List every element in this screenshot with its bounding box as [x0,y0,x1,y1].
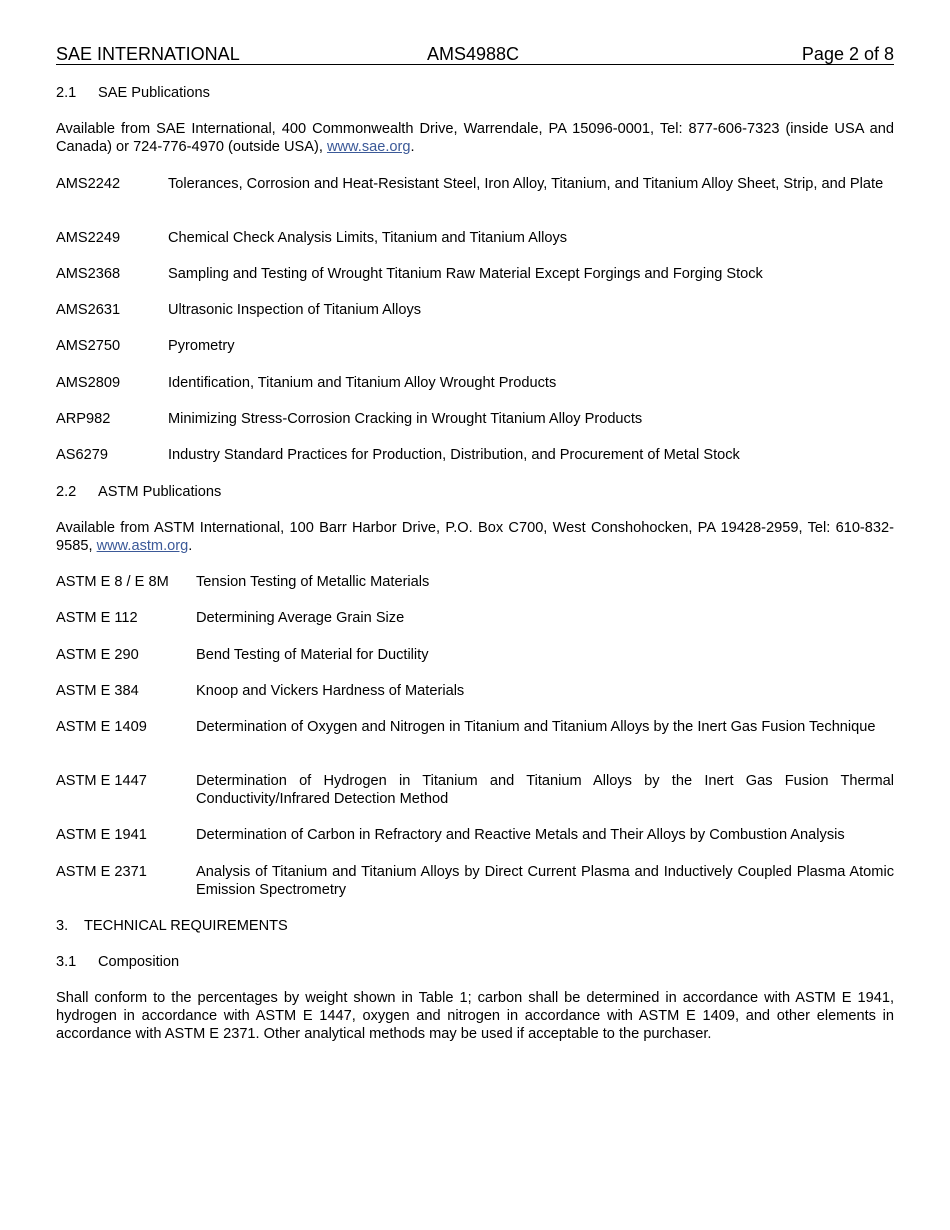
header-document-number: AMS4988C [427,44,520,64]
section-title: TECHNICAL REQUIREMENTS [84,918,288,934]
reference-title: Analysis of Titanium and Titanium Alloys by Direct Current Plasma and Inductively Coupled Plasma Atomic Emission Spectrometry [196,864,894,898]
reference-title: Bend Testing of Material for Ductility [196,647,429,663]
reference-code: ASTM E 2371 [56,864,147,880]
availability-text: Available from ASTM International, 100 Barr Harbor Drive, P.O. Box C700, West Conshohocken, PA 19428-2959, Tel: 610-832-9585, [56,520,894,554]
section-number: 3. [56,918,69,934]
reference-title: Determination of Carbon in Refractory and Reactive Metals and Their Alloys by Combustion Analysis [196,827,845,843]
section-number: 3.1 [56,954,77,970]
reference-title: Determining Average Grain Size [196,610,405,626]
reference-code: ASTM E 112 [56,610,138,626]
sae-availability-paragraph [56,120,894,156]
reference-code: AMS2242 [56,176,121,192]
reference-code: AMS2249 [56,230,121,246]
reference-code: ASTM E 8 / E 8M [56,574,169,590]
reference-code: ASTM E 384 [56,683,139,699]
availability-text: Available from SAE International, 400 Commonwealth Drive, Warrendale, PA 15096-0001, Tel: 877-606-7323 (inside USA and Canada) or 724-776-4970 (outside USA), [56,121,894,155]
reference-title: Determination of Hydrogen in Titanium and Titanium Alloys by the Inert Gas Fusion Thermal Conductivity/Infrared Detection Method [196,773,894,807]
section-title: ASTM Publications [98,484,222,500]
reference-code: AMS2368 [56,266,121,282]
sae-website-link[interactable]: www.sae.org [326,139,411,155]
reference-title: Industry Standard Practices for Production, Distribution, and Procurement of Metal Stock [168,447,740,463]
section-heading-astm [56,483,894,501]
section-title: Composition [98,954,180,970]
composition-paragraph: Shall conform to the percentages by weight shown in Table 1; carbon shall be determined in accordance with ASTM E 1941, hydrogen in accordance with ASTM E 1447, oxygen and nitrogen in accordance with ASTM E 1409, and other elements in accordance with ASTM E 2371. Other analytical methods may be used if acceptable to the purchaser. [56,990,894,1042]
availability-end: . [410,139,415,155]
reference-code: AMS2809 [56,375,121,391]
reference-title: Identification, Titanium and Titanium Alloy Wrought Products [168,375,557,391]
astm-availability-paragraph [56,519,894,555]
reference-code: ASTM E 1447 [56,773,147,789]
section-title: SAE Publications [98,85,210,101]
page-header [56,44,894,65]
reference-title: Determination of Oxygen and Nitrogen in Titanium and Titanium Alloys by the Inert Gas Fusion Technique [196,719,876,735]
section-heading-composition [56,953,894,971]
reference-title: Pyrometry [168,338,235,354]
reference-code: ASTM E 1941 [56,827,147,843]
reference-code: AMS2750 [56,338,121,354]
reference-title: Ultrasonic Inspection of Titanium Alloys [168,302,422,318]
astm-website-link[interactable]: www.astm.org [96,538,189,554]
reference-code: ASTM E 1409 [56,719,147,735]
availability-end: . [188,538,193,554]
section-number: 2.1 [56,85,77,101]
reference-code: AS6279 [56,447,108,463]
reference-code: ARP982 [56,411,111,427]
reference-code: ASTM E 290 [56,647,139,663]
header-organization: SAE INTERNATIONAL [56,44,240,64]
section-heading-sae [56,84,894,102]
section-heading-technical [56,917,894,935]
header-page-number: Page 2 of 8 [801,44,894,64]
reference-title: Chemical Check Analysis Limits, Titanium and Titanium Alloys [168,230,568,246]
reference-code: AMS2631 [56,302,121,318]
reference-title: Sampling and Testing of Wrought Titanium Raw Material Except Forgings and Forging Stock [168,266,763,282]
reference-title: Knoop and Vickers Hardness of Materials [196,683,465,699]
reference-title: Tolerances, Corrosion and Heat-Resistant Steel, Iron Alloy, Titanium, and Titanium Alloy Sheet, Strip, and Plate [168,176,884,192]
reference-title: Tension Testing of Metallic Materials [196,574,430,590]
reference-title: Minimizing Stress-Corrosion Cracking in Wrought Titanium Alloy Products [168,411,643,427]
section-number: 2.2 [56,484,77,500]
